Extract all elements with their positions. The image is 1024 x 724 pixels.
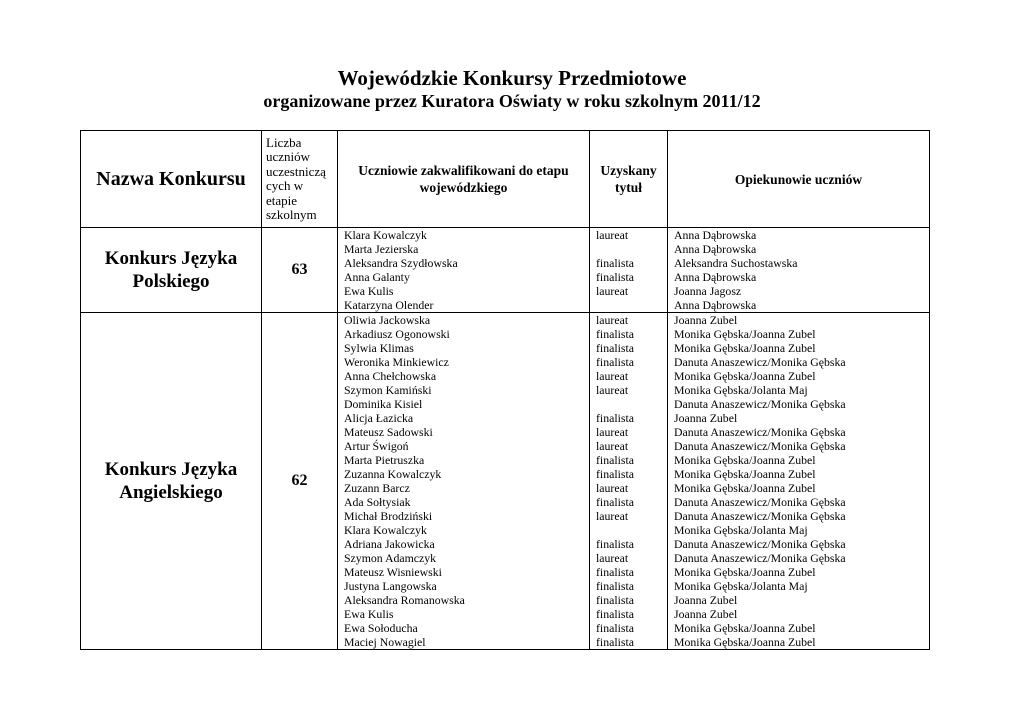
student-cell: Ewa Kulis	[344, 607, 394, 621]
student-cell: Mateusz Wisniewski	[344, 565, 442, 579]
student-cell: Weronika Minkiewicz	[344, 355, 449, 369]
title-cell	[596, 298, 667, 312]
tutor-cell: Monika Gębska/Joanna Zubel	[674, 369, 816, 383]
header-line: tytuł	[615, 180, 642, 195]
tutor-cell: Joanna Zubel	[674, 411, 738, 425]
title-cell: laureat	[596, 481, 629, 495]
student-cell: Szymon Kamiński	[344, 383, 432, 397]
title-cell: laureat	[596, 284, 629, 298]
student-cell: Artur Świgoń	[344, 439, 409, 453]
student-cell: Sylwia Klimas	[344, 341, 414, 355]
tutor-cell: Joanna Zubel	[674, 593, 738, 607]
title-cell: finalista	[596, 537, 635, 551]
header-line: wojewódzkiego	[419, 180, 508, 195]
student-cell: Aleksandra Szydłowska	[344, 256, 458, 270]
competition-name-line: Konkurs Języka	[104, 459, 238, 480]
title-cell: laureat	[596, 425, 629, 439]
table-header-row	[81, 131, 930, 228]
title-cell: finalista	[596, 635, 635, 649]
tutor-cell: Monika Gębska/Joanna Zubel	[674, 453, 816, 467]
header-line: etapie	[266, 192, 298, 208]
student-cell: Szymon Adamczyk	[344, 551, 437, 565]
title-cell: laureat	[596, 551, 629, 565]
title-cell: finalista	[596, 565, 635, 579]
tutor-cell: Monika Gębska/Jolanta Maj	[674, 383, 808, 397]
header-line: Uzyskany	[600, 163, 657, 178]
title-cell: finalista	[596, 467, 635, 481]
tutor-list	[668, 313, 930, 650]
title-cell	[596, 242, 667, 256]
tutor-cell: Monika Gębska/Joanna Zubel	[674, 327, 816, 341]
header-qualified-students	[338, 131, 590, 228]
title-cell: finalista	[596, 607, 635, 621]
header-tutors: Opiekunowie uczniów	[668, 131, 930, 228]
results-table	[80, 130, 930, 650]
header-competition-name: Nazwa Konkursu	[81, 131, 262, 228]
tutor-cell: Aleksandra Suchostawska	[674, 256, 798, 270]
title-list	[590, 228, 668, 313]
tutor-cell: Danuta Anaszewicz/Monika Gębska	[674, 509, 846, 523]
tutor-cell: Danuta Anaszewicz/Monika Gębska	[674, 551, 846, 565]
competition-name	[81, 228, 262, 313]
student-cell: Ewa Sołoducha	[344, 621, 418, 635]
tutor-cell: Anna Dąbrowska	[674, 270, 757, 284]
title-cell: finalista	[596, 256, 635, 270]
tutor-cell: Monika Gębska/Jolanta Maj	[674, 579, 808, 593]
header-line: uczniów	[266, 149, 311, 164]
tutor-cell: Monika Gębska/Joanna Zubel	[674, 621, 816, 635]
title-cell: finalista	[596, 355, 635, 369]
student-list	[338, 313, 590, 650]
tutor-cell: Anna Dąbrowska	[674, 228, 757, 242]
student-cell: Klara Kowalczyk	[344, 523, 427, 537]
competition-name-line: Polskiego	[132, 271, 210, 292]
title-cell: finalista	[596, 621, 635, 635]
student-cell: Marta Pietruszka	[344, 453, 425, 467]
student-cell: Ada Sołtysiak	[344, 495, 411, 509]
tutor-cell: Anna Dąbrowska	[674, 242, 757, 256]
tutor-cell: Danuta Anaszewicz/Monika Gębska	[674, 425, 846, 439]
student-cell: Mateusz Sadowski	[344, 425, 433, 439]
student-cell: Aleksandra Romanowska	[344, 593, 465, 607]
title-cell: finalista	[596, 453, 635, 467]
student-cell: Anna Galanty	[344, 270, 410, 284]
title-cell: finalista	[596, 327, 635, 341]
title-cell: finalista	[596, 341, 635, 355]
title-cell: finalista	[596, 495, 635, 509]
tutor-cell: Monika Gębska/Joanna Zubel	[674, 467, 816, 481]
student-cell: Justyna Langowska	[344, 579, 437, 593]
student-cell: Marta Jezierska	[344, 242, 419, 256]
header-line: cych w	[266, 178, 304, 193]
participant-count: 63	[262, 228, 338, 313]
header-title-obtained	[590, 131, 668, 228]
header-line: Liczba	[266, 134, 302, 150]
student-cell: Adriana Jakowicka	[344, 537, 435, 551]
competition-name-line: Konkurs Języka	[104, 248, 238, 269]
title-cell	[596, 397, 667, 411]
student-list	[338, 228, 590, 313]
title-cell	[596, 523, 667, 537]
tutor-cell: Danuta Anaszewicz/Monika Gębska	[674, 537, 846, 551]
title-list	[590, 313, 668, 650]
competition-row-polish	[81, 228, 930, 313]
tutor-cell: Joanna Zubel	[674, 607, 738, 621]
document-title: Wojewódzkie Konkursy Przedmiotowe	[337, 66, 687, 90]
title-cell: laureat	[596, 313, 629, 327]
competition-name	[81, 313, 262, 650]
title-cell: laureat	[596, 369, 629, 383]
participant-count: 62	[262, 313, 338, 650]
student-cell: Ewa Kulis	[344, 284, 394, 298]
student-cell: Michał Brodziński	[344, 509, 433, 523]
tutor-cell: Monika Gębska/Jolanta Maj	[674, 523, 808, 537]
student-cell: Zuzanna Kowalczyk	[344, 467, 442, 481]
student-cell: Dominika Kisiel	[344, 397, 423, 411]
title-cell: laureat	[596, 383, 629, 397]
title-cell: finalista	[596, 411, 635, 425]
student-cell: Oliwia Jackowska	[344, 313, 431, 327]
title-cell: laureat	[596, 228, 629, 242]
header-line: szkolnym	[266, 207, 317, 222]
header-line: uczestniczą	[266, 163, 326, 179]
header-line: Uczniowie zakwalifikowani do etapu	[358, 163, 569, 178]
tutor-cell: Danuta Anaszewicz/Monika Gębska	[674, 397, 846, 411]
student-cell: Anna Chełchowska	[344, 369, 437, 383]
title-cell: finalista	[596, 270, 635, 284]
title-cell: laureat	[596, 509, 629, 523]
document-subtitle: organizowane przez Kuratora Oświaty w roku szkolnym 2011/12	[263, 91, 761, 111]
header-participant-count	[262, 131, 338, 228]
tutor-cell: Danuta Anaszewicz/Monika Gębska	[674, 355, 846, 369]
title-cell: finalista	[596, 579, 635, 593]
tutor-cell: Monika Gębska/Joanna Zubel	[674, 635, 816, 649]
student-cell: Arkadiusz Ogonowski	[344, 327, 450, 341]
competition-row-english	[81, 313, 930, 650]
student-cell: Alicja Łazicka	[344, 411, 414, 425]
student-cell: Zuzann Barcz	[344, 481, 410, 495]
student-cell: Maciej Nowagiel	[344, 635, 426, 649]
competition-name-line: Angielskiego	[119, 482, 223, 503]
tutor-list	[668, 228, 930, 313]
tutor-cell: Monika Gębska/Joanna Zubel	[674, 565, 816, 579]
title-cell: laureat	[596, 439, 629, 453]
student-cell: Klara Kowalczyk	[344, 228, 427, 242]
student-cell: Katarzyna Olender	[344, 298, 434, 312]
tutor-cell: Joanna Jagosz	[674, 284, 742, 298]
tutor-cell: Monika Gębska/Joanna Zubel	[674, 341, 816, 355]
title-cell: finalista	[596, 593, 635, 607]
tutor-cell: Monika Gębska/Joanna Zubel	[674, 481, 816, 495]
tutor-cell: Anna Dąbrowska	[674, 298, 757, 312]
tutor-cell: Danuta Anaszewicz/Monika Gębska	[674, 439, 846, 453]
tutor-cell: Danuta Anaszewicz/Monika Gębska	[674, 495, 846, 509]
tutor-cell: Joanna Zubel	[674, 313, 738, 327]
